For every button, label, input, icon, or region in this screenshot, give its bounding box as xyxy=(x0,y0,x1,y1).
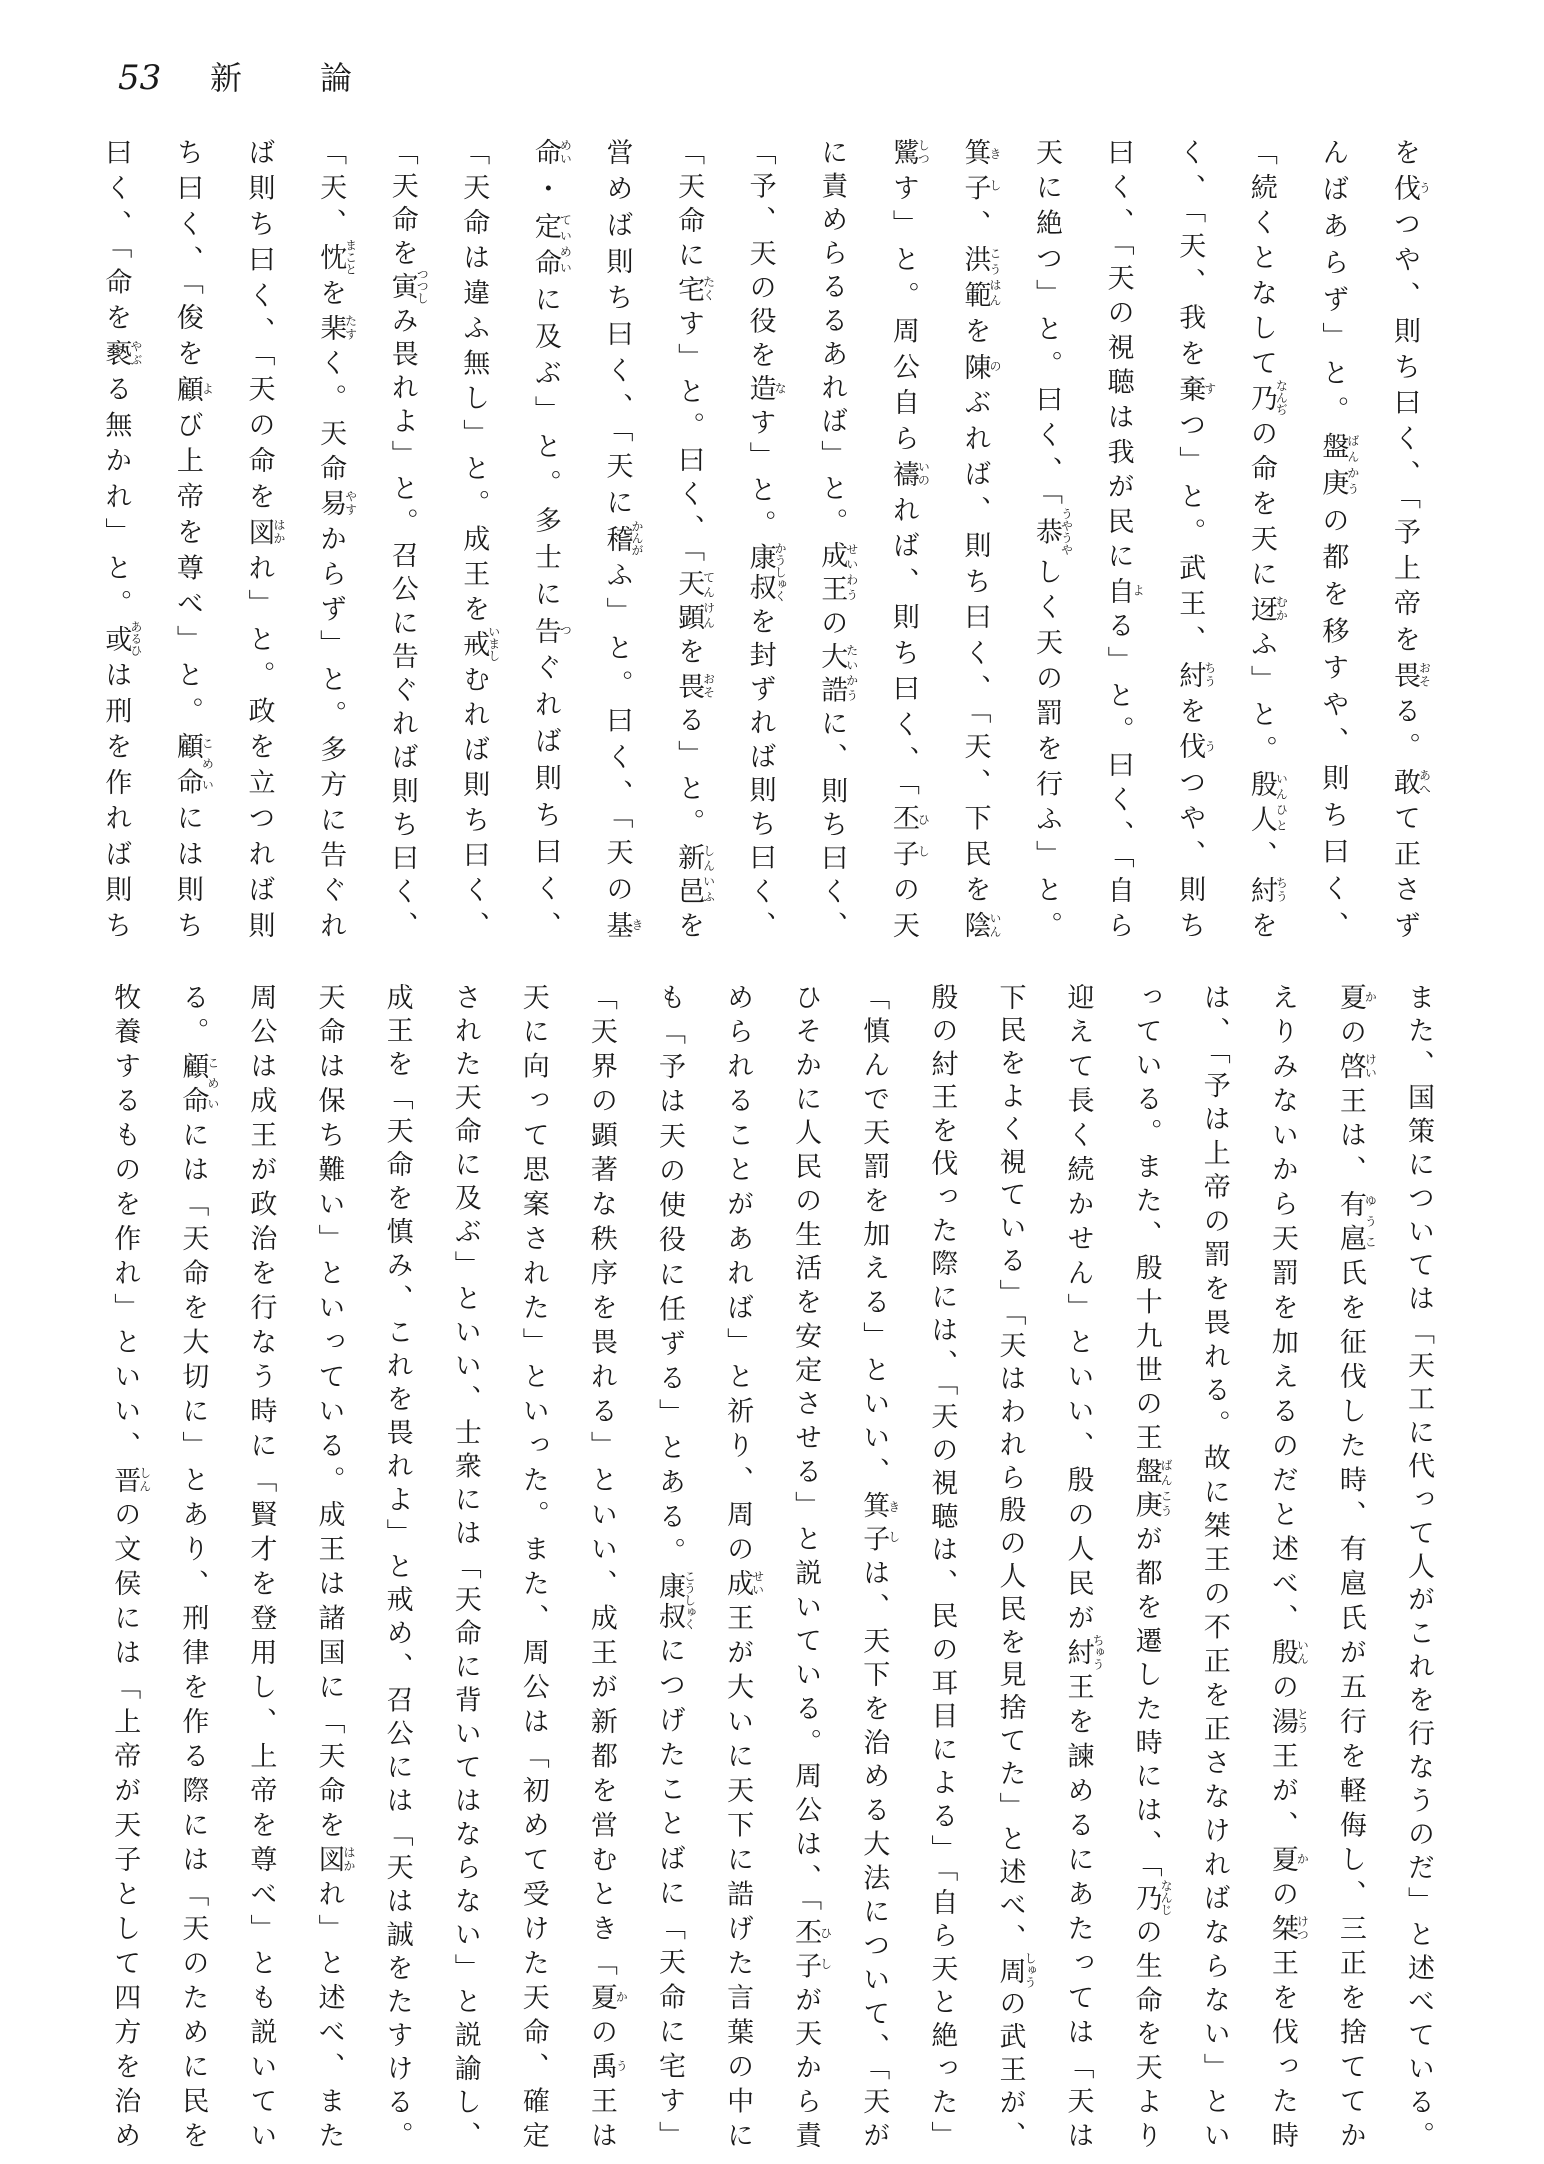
upper-column-17 xyxy=(223,138,295,938)
ruby-base: 禹う xyxy=(585,2052,629,2087)
ruby-base: 寅つつし xyxy=(386,267,430,304)
ruby-reading: きし xyxy=(886,1491,901,1552)
ruby-reading: はか xyxy=(342,1845,356,1873)
text-run: が都を遷した時には、「 xyxy=(1130,1524,1162,1884)
lower-column-4 xyxy=(1180,983,1248,2148)
text-run: を xyxy=(315,270,347,314)
text-run: の xyxy=(585,2017,617,2053)
text-run: められることがあれば」と祈り、周の xyxy=(722,983,754,1570)
ruby-base: 有扈ゆうこ xyxy=(1334,1189,1378,1259)
text-run: 王が大いに天下に誥げた言葉の中に xyxy=(722,1603,754,2149)
text-run: つや、則ち曰く、「予上帝を xyxy=(1389,209,1420,661)
text-run: く。天命 xyxy=(315,348,347,490)
ruby-base: 造な xyxy=(744,374,788,409)
upper-column-9 xyxy=(796,138,868,938)
text-run: 氏を征伐した時、有扈氏が五行を軽侮し、三正を捨ててか xyxy=(1334,1258,1366,2149)
text-run: むれば則ち曰く、 xyxy=(458,656,490,939)
text-run: の命を天に xyxy=(1245,410,1277,595)
ruby-reading: しつ xyxy=(916,138,931,165)
ruby-reading: な xyxy=(773,374,788,402)
page-number: 53 xyxy=(118,58,162,98)
text-run: には「天命を大切に」とあり、刑律を作る際には「天のために民を xyxy=(177,1120,209,2149)
ruby-base: 乃なんじ xyxy=(1130,1879,1174,1916)
ruby-reading: つ xyxy=(558,616,573,644)
ruby-reading: ひし xyxy=(916,803,931,867)
ruby-base: 易やす xyxy=(315,489,358,525)
text-run: ひそかに人民の生活を安定させる」と説いている。周公は、「 xyxy=(790,983,822,1918)
text-run: に、則ち曰く、 xyxy=(816,709,848,939)
ruby-reading: よ xyxy=(200,374,215,402)
ruby-reading: ちう xyxy=(1202,660,1217,688)
ruby-base: 棄す xyxy=(1174,374,1217,411)
ruby-reading: ていめい xyxy=(558,211,573,276)
ruby-base: 或あるひ xyxy=(100,620,143,657)
ruby-base: 顧命こめい xyxy=(171,732,215,804)
text-run: の xyxy=(1266,1879,1298,1915)
text-run: に責めらるるあれば」と。 xyxy=(816,138,848,542)
ruby-base: 自よ xyxy=(1102,576,1146,612)
text-run: 王を伐った時 xyxy=(1266,1948,1298,2149)
lower-column-17 xyxy=(294,983,362,2148)
ruby-reading: なんじ xyxy=(1159,1879,1174,1916)
text-run: 「天命は違ふ無し」と。成王を xyxy=(458,138,490,630)
text-run: の xyxy=(816,608,848,643)
ruby-base: 桀けつ xyxy=(1266,1914,1310,1949)
ruby-base: 褻やぶ xyxy=(100,339,143,375)
ruby-base: 箕子きし xyxy=(959,138,1002,210)
ruby-base: 敢あへ xyxy=(1389,768,1432,804)
ruby-reading: まこと xyxy=(343,238,358,275)
text-run: 「天命に xyxy=(673,138,705,275)
text-run: 天に絶つ」と。曰く、「 xyxy=(1031,138,1063,514)
text-run: ふ」と。 xyxy=(1245,629,1277,771)
ruby-base: 騭しつ xyxy=(887,138,931,174)
ruby-reading: おそ xyxy=(701,671,716,699)
ruby-reading: つつし xyxy=(415,267,430,304)
text-run: ば則ち曰く、「天の命を xyxy=(243,138,275,518)
text-run: れ」と。政を立つれば則 xyxy=(243,553,275,938)
text-run: 王が、 xyxy=(1266,1741,1298,1846)
text-run: の xyxy=(1334,1017,1366,1052)
ruby-base: 伐う xyxy=(1389,173,1432,210)
ruby-reading: やす xyxy=(343,489,358,517)
lower-column-12 xyxy=(635,983,703,2148)
text-run: る。 xyxy=(177,983,209,1052)
text-run: が天から責 xyxy=(790,1985,822,2149)
text-run: えりみないから天罰を加えるのだと述べ、 xyxy=(1266,983,1298,1639)
upper-column-3 xyxy=(1225,138,1297,938)
text-run: 「天命を xyxy=(386,138,418,273)
text-run: を xyxy=(959,316,991,353)
ruby-reading: こめい xyxy=(205,1051,220,1114)
ruby-base: 大誥たいかう xyxy=(816,642,859,710)
ruby-base: 棐たす xyxy=(315,313,358,349)
text-run: の武王が、 xyxy=(994,1983,1026,2149)
ruby-base: 戒いまし xyxy=(458,625,501,662)
text-run: 曰く、「命を xyxy=(100,138,132,339)
ruby-base: 顧命こめい xyxy=(177,1051,220,1121)
ruby-base: 顧よ xyxy=(171,374,215,411)
text-run: からず」と。多方に告ぐれ xyxy=(315,524,347,939)
ruby-reading: うやうや xyxy=(1059,507,1074,556)
text-run: て正さず xyxy=(1389,803,1420,938)
ruby-reading: の xyxy=(987,352,1002,380)
upper-column-13 xyxy=(509,138,581,938)
ruby-reading: むか xyxy=(1274,594,1289,622)
ruby-reading: う xyxy=(614,2052,629,2080)
ruby-reading: たいかう xyxy=(844,642,859,703)
text-run: 「予、天の役を xyxy=(744,138,776,375)
lower-text-block xyxy=(90,983,1452,2148)
text-run: また、国策については「天工に代って人がこれを行なうのだ」と述べている。 xyxy=(1403,983,1434,2148)
text-run: ふ」と。曰く、「天の xyxy=(601,551,633,912)
ruby-reading: けい xyxy=(1363,1052,1378,1080)
ruby-base: 恭うやうや xyxy=(1031,507,1074,556)
text-run: 営めば則ち曰く、「天に xyxy=(601,138,633,525)
text-run: る。 xyxy=(1389,696,1420,768)
text-run: 王は、 xyxy=(1334,1086,1366,1190)
ruby-base: 命めい xyxy=(529,138,573,175)
text-run: る」と。 xyxy=(673,705,705,843)
text-run: つや、則ち xyxy=(1174,768,1206,938)
text-run: れ」と述べ、また xyxy=(313,1879,345,2149)
text-run: す」と。 xyxy=(744,408,776,544)
ruby-base: 紂ちう xyxy=(1245,875,1289,912)
ruby-base: 洪範こうはん xyxy=(959,245,1002,317)
lower-column-11 xyxy=(703,983,771,2148)
ruby-reading: いまし xyxy=(486,625,501,662)
ruby-reading: たく xyxy=(701,274,716,302)
lower-column-13 xyxy=(567,983,635,2148)
ruby-base: 殷いん xyxy=(1266,1638,1310,1673)
text-run: す」と。周公自ら xyxy=(887,173,919,460)
text-run: を xyxy=(1389,138,1420,174)
upper-column-2 xyxy=(1297,138,1369,938)
ruby-reading: よ xyxy=(1131,576,1146,604)
ruby-reading: う xyxy=(1417,173,1432,201)
ruby-reading: しゅう xyxy=(1022,1952,1037,1988)
lower-column-1 xyxy=(1384,983,1452,2148)
ruby-base: 夏か xyxy=(1334,983,1378,1018)
text-run: 殷の紂王を伐った際には、「天の視聴は、民の耳目による」「自ら天と絶った」 xyxy=(926,983,958,2148)
ruby-reading: かうしゅく xyxy=(773,541,788,602)
ruby-base: 紂ちう xyxy=(1174,660,1217,697)
ruby-reading: ちゅう xyxy=(1091,1633,1106,1670)
ruby-reading: う xyxy=(1202,732,1217,760)
ruby-reading: せいわう xyxy=(844,541,859,602)
upper-column-4 xyxy=(1154,138,1226,938)
ruby-base: 畏おそ xyxy=(673,671,716,706)
ruby-reading: いんひと xyxy=(1274,770,1289,833)
ruby-base: 基き xyxy=(601,911,644,939)
text-run: 王を諫めるにあたっては「天は xyxy=(1062,1665,1094,2149)
text-run: 迎えて長く続かせん」といい、殷の人民が xyxy=(1062,983,1094,1639)
ruby-reading: ばんこう xyxy=(1159,1457,1174,1519)
text-run: の文侯には「上帝が天子として四方を治め xyxy=(109,1500,141,2149)
text-run: く、「天、我を xyxy=(1174,138,1206,375)
ruby-reading: おそ xyxy=(1417,660,1432,688)
lower-column-6 xyxy=(1043,983,1111,2148)
lower-column-3 xyxy=(1248,983,1316,2148)
lower-column-9 xyxy=(839,983,907,2148)
ruby-base: 箕子きし xyxy=(858,1491,901,1559)
text-run: 天命は保ち難い」といっている。成王は諸国に「天命を xyxy=(313,983,345,1846)
ruby-reading: はか xyxy=(272,517,286,545)
text-run: も「予は天の使役に任ずる」とある。 xyxy=(653,983,685,1572)
lower-column-20 xyxy=(90,983,158,2148)
text-run: ・ xyxy=(529,174,561,212)
upper-text-block xyxy=(80,138,1440,938)
upper-column-15 xyxy=(366,138,438,938)
lower-column-18 xyxy=(226,983,294,2148)
ruby-reading: やぶ xyxy=(128,339,143,366)
ruby-reading: あへ xyxy=(1417,768,1432,795)
upper-column-18 xyxy=(151,138,223,938)
ruby-base: 丕子ひし xyxy=(887,803,931,876)
ruby-base: 成せい xyxy=(722,1569,765,1604)
text-run: された天命に及ぶ」といい、士衆には「天命に背いてはならない」と説諭し、 xyxy=(449,983,481,2148)
text-run: っている。また、殷十九世の王 xyxy=(1130,983,1162,1458)
text-run: 牧養するものを作れ」といい、 xyxy=(109,983,141,1466)
text-run: 「天界の顕著な秩序を畏れる」といい、成王が新都を営むとき「 xyxy=(585,983,617,1984)
text-run: の生命を天より xyxy=(1130,1910,1162,2149)
ruby-base: 晋しん xyxy=(109,1465,152,1501)
text-run: ぶれば、則ち曰く、「天、下民を xyxy=(959,388,991,911)
upper-column-14 xyxy=(438,138,510,938)
text-run: 周公は成王が政治を行なう時に「賢才を登用し、上帝を尊べ」とも説いてい xyxy=(245,983,277,2149)
text-run: ち曰く、「俊を xyxy=(171,138,203,375)
ruby-reading: しんいふ xyxy=(701,842,716,904)
running-title: 新論 xyxy=(210,59,431,97)
ruby-base: 康叔こうしゅく xyxy=(653,1570,697,1631)
ruby-reading: とう xyxy=(1295,1707,1310,1735)
ruby-reading: か xyxy=(614,1983,629,2011)
text-run: 曰く、「天の視聴は我が民に xyxy=(1102,138,1134,577)
text-run: は、「予は上帝の罰を畏れる。故に桀王の不正を正さなければならない」とい xyxy=(1198,983,1230,2148)
ruby-reading: こうしゅく xyxy=(682,1570,697,1631)
ruby-base: 乃なんぢ xyxy=(1245,379,1289,416)
ruby-base: 紂ちゅう xyxy=(1062,1633,1106,1670)
upper-column-16 xyxy=(295,138,367,938)
ruby-reading: か xyxy=(1295,1845,1310,1873)
ruby-reading: しん xyxy=(137,1465,152,1493)
text-run: 「天、 xyxy=(315,138,347,244)
text-run: 成王を「天命を慎み、これを畏れよ」と戒め、召公には「天は誠をたすける。 xyxy=(381,983,413,2148)
lower-column-5 xyxy=(1112,983,1180,2148)
upper-column-1 xyxy=(1368,138,1440,938)
text-run: る無かれ」と。 xyxy=(100,374,132,625)
text-run: 下民をよく視ている」「天はわれら殷の人民を見捨てた」と述べ、 xyxy=(994,983,1026,1957)
ruby-reading: いの xyxy=(916,459,931,487)
ruby-reading: いん xyxy=(1295,1638,1310,1666)
text-run: び上帝を尊べ」と。 xyxy=(171,410,203,733)
ruby-base: 天顕てんけん xyxy=(673,569,716,638)
lower-column-2 xyxy=(1316,983,1384,2148)
text-run: の xyxy=(1266,1672,1298,1708)
text-run: の天 xyxy=(887,875,919,938)
text-run: み畏れよ」と。召公に告ぐれば則ち曰く、 xyxy=(386,299,418,939)
ruby-reading: めい xyxy=(558,138,573,166)
text-run: は、天下を治める大法について、「天が xyxy=(858,1558,890,2149)
ruby-base: 告つ xyxy=(529,616,573,654)
ruby-base: 畏おそ xyxy=(1389,660,1432,697)
ruby-base: 成王せいわう xyxy=(816,541,859,609)
ruby-base: 稽かんが xyxy=(601,520,644,556)
lower-column-7 xyxy=(975,983,1043,2148)
ruby-base: 湯とう xyxy=(1266,1707,1310,1742)
ruby-base: 夏か xyxy=(585,1983,629,2018)
lower-column-16 xyxy=(363,983,431,2148)
text-run: を xyxy=(673,911,705,939)
text-run: れば、則ち曰く、「 xyxy=(887,495,919,804)
text-run: には則ち xyxy=(171,803,203,938)
ruby-reading: きし xyxy=(987,138,1002,201)
upper-column-11 xyxy=(652,138,724,938)
ruby-reading: こめい xyxy=(200,732,215,795)
ruby-base: 図はか xyxy=(313,1845,356,1880)
ruby-reading: き xyxy=(629,911,644,939)
ruby-reading: てんけん xyxy=(701,569,716,631)
ruby-base: 夏か xyxy=(1266,1845,1310,1880)
ruby-base: 殷人いんひと xyxy=(1245,770,1289,841)
ruby-reading: か xyxy=(1363,983,1378,1010)
text-run: を xyxy=(673,637,705,672)
lower-column-14 xyxy=(499,983,567,2148)
running-head xyxy=(118,56,518,104)
text-run: は刑を作れば則ち xyxy=(100,652,132,938)
upper-column-12 xyxy=(581,138,653,938)
text-run: す」と。曰く、「 xyxy=(673,309,705,570)
ruby-base: 丕子ひし xyxy=(790,1917,833,1986)
ruby-reading: ひし xyxy=(818,1917,833,1979)
lower-column-10 xyxy=(771,983,839,2148)
ruby-base: 定命ていめい xyxy=(529,211,573,286)
ruby-base: 忱まこと xyxy=(315,238,358,275)
ruby-base: 陰いん xyxy=(959,911,1002,938)
text-run: んばあらず」と。 xyxy=(1317,138,1349,433)
upper-column-6 xyxy=(1010,138,1082,938)
ruby-base: 盤庚ばんこう xyxy=(1130,1457,1174,1525)
ruby-reading: ちう xyxy=(1274,875,1289,903)
ruby-reading: あるひ xyxy=(128,620,143,657)
upper-column-19 xyxy=(80,138,152,938)
upper-column-10 xyxy=(724,138,796,938)
ruby-base: 陳の xyxy=(959,352,1002,389)
text-run: を xyxy=(1174,696,1206,733)
text-run: に及ぶ」と。多士に xyxy=(529,285,561,617)
lower-column-15 xyxy=(431,983,499,2148)
text-run: 王は xyxy=(585,2086,617,2149)
text-run: ぐれば則ち曰く、 xyxy=(529,653,561,939)
ruby-base: 伐う xyxy=(1174,732,1217,768)
ruby-reading: かんが xyxy=(629,520,644,556)
ruby-reading: ゆうこ xyxy=(1363,1189,1378,1252)
upper-column-5 xyxy=(1082,138,1154,938)
ruby-reading: いん xyxy=(987,911,1002,938)
ruby-reading: せい xyxy=(750,1569,765,1597)
text-run: 、 xyxy=(959,209,991,246)
ruby-reading: ばんかう xyxy=(1345,432,1360,497)
ruby-base: 周しゅう xyxy=(994,1952,1037,1988)
upper-column-7 xyxy=(939,138,1011,938)
upper-column-8 xyxy=(867,138,939,938)
text-run: る」と。曰く、「自ら xyxy=(1102,611,1134,939)
text-run: を xyxy=(1245,911,1277,939)
ruby-base: 図はか xyxy=(243,517,286,554)
text-run: つ」と。武王、 xyxy=(1174,410,1206,661)
ruby-base: 啓けい xyxy=(1334,1052,1378,1087)
text-run: を封ずれば則ち曰く、 xyxy=(744,600,776,939)
ruby-reading: す xyxy=(1202,374,1217,402)
text-run: 「慎んで天罰を加える」といい、 xyxy=(858,983,890,1492)
ruby-reading: こうはん xyxy=(987,245,1002,308)
ruby-base: 新邑しんいふ xyxy=(673,842,716,912)
text-run: につげたことばに「天命に宅す」 xyxy=(653,1628,685,2148)
ruby-base: 康叔かうしゅく xyxy=(744,541,788,602)
lower-column-19 xyxy=(158,983,226,2148)
ruby-base: 迓むか xyxy=(1245,594,1289,630)
text-run: しく天の罰を行ふ」と。 xyxy=(1031,549,1063,939)
ruby-base: 禱いの xyxy=(887,459,931,496)
text-run: の都を移すや、則ち曰く、 xyxy=(1317,506,1349,939)
ruby-reading: けつ xyxy=(1295,1914,1310,1942)
ruby-base: 宅たく xyxy=(673,274,716,309)
text-run: 天に向って思案された」といった。また、周公は「初めて受けた天命、確定 xyxy=(517,983,549,2149)
text-run: 、 xyxy=(1245,840,1277,876)
ruby-reading: たす xyxy=(343,313,358,341)
ruby-base: 盤庚ばんかう xyxy=(1317,432,1360,507)
text-run: 「続くとなして xyxy=(1245,138,1277,384)
lower-column-8 xyxy=(907,983,975,2148)
ruby-reading: なんぢ xyxy=(1274,379,1289,416)
